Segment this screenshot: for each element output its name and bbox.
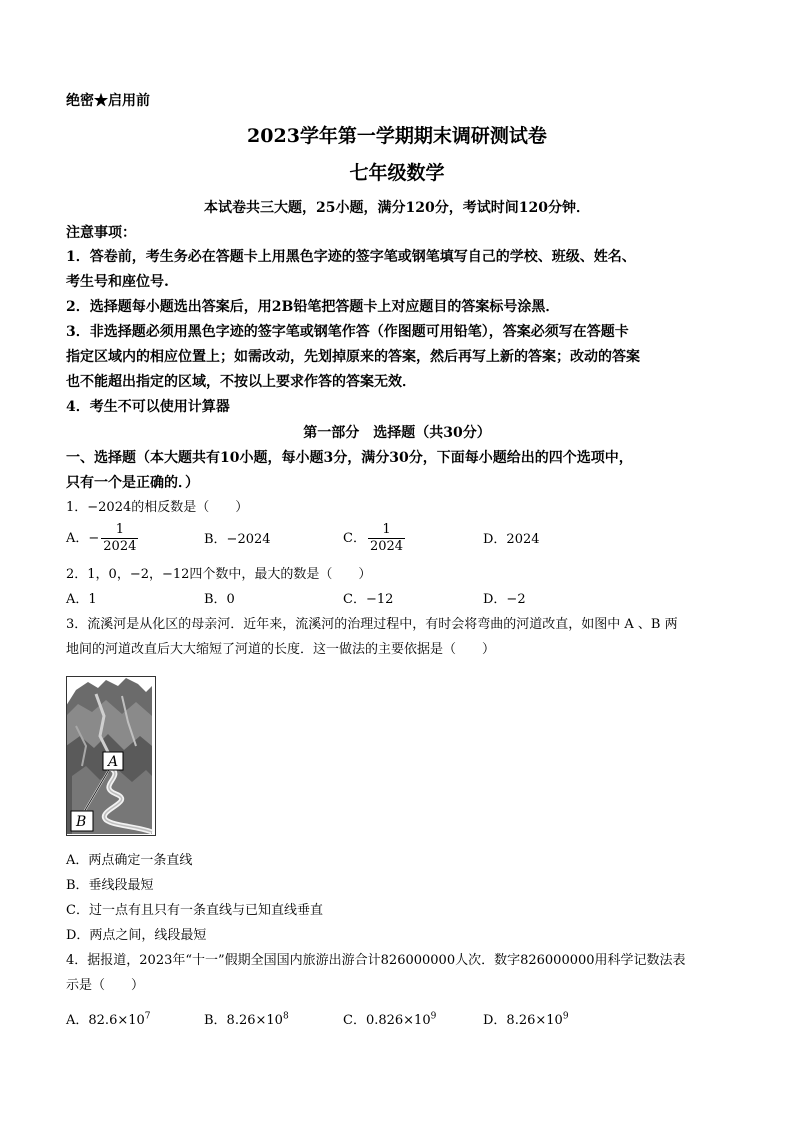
section-instructions-a: 一、选择题（本大题共有10小题，每小题3分，满分30分，下面每小题给出的四个选项中，: [66, 450, 633, 466]
question-2-stem: 2．1，0，−2，−12四个数中，最大的数是（ ）: [66, 567, 372, 582]
q1-option-a: [66, 522, 138, 555]
q4-option-d-base: D．8.26×10: [483, 1013, 563, 1028]
exam-title: 2023学年第一学期期末调研测试卷: [247, 125, 547, 147]
q1-option-a-fraction: [101, 522, 138, 555]
point-b-label: B: [76, 814, 87, 830]
q3-option-c: C．过一点有且只有一条直线与已知直线垂直: [66, 903, 323, 918]
note-1a: 1．答卷前，考生务必在答题卡上用黑色字迹的签字笔或钢笔填写自己的学校、班级、姓名、: [66, 249, 636, 265]
q1-option-b: B．−2024: [204, 532, 271, 547]
q4-option-c-base: C．0.826×10: [343, 1013, 431, 1028]
q1-option-a-label: A．−: [66, 531, 100, 546]
q1-option-c-fraction: [368, 522, 405, 555]
exam-info: 本试卷共三大题，25小题，满分120分，考试时间120分钟．: [204, 200, 590, 216]
q1-option-c-denominator: 2024: [369, 539, 404, 554]
q4-option-d: [483, 1012, 569, 1030]
q3-option-b: B．垂线段最短: [66, 878, 154, 893]
q1-option-c-label: C．: [343, 531, 366, 546]
river-map-figure: [66, 676, 156, 836]
q4-option-b-base: B．8.26×10: [204, 1013, 283, 1028]
part1-heading: 第一部分 选择题（共30分）: [303, 425, 491, 441]
notes-heading: 注意事项：: [66, 225, 136, 241]
question-3-stem-a: 3．流溪河是从化区的母亲河．近年来，流溪河的治理过程中，有时会将弯曲的河道改直，如图中 A 、B 两: [66, 617, 678, 632]
q3-option-a: A．两点确定一条直线: [66, 853, 193, 868]
q4-option-c: [343, 1012, 436, 1030]
point-a-label: A: [108, 754, 119, 770]
note-4: 4．考生不可以使用计算器: [66, 399, 230, 415]
note-2: 2．选择题每小题选出答案后，用2B铅笔把答题卡上对应题目的答案标号涂黑．: [66, 299, 560, 315]
q2-option-a: A．1: [66, 592, 97, 607]
q4-option-a-base: A．82.6×10: [66, 1013, 145, 1028]
q1-option-c: [343, 522, 405, 555]
river-map-image: [66, 676, 156, 836]
question-4-stem-b: 示是（ ）: [66, 978, 145, 993]
question-3-stem-b: 地间的河道改直后大大缩短了河道的长度．这一做法的主要依据是（ ）: [66, 642, 496, 657]
q4-option-a: [66, 1012, 151, 1030]
q1-option-a-numerator: 1: [101, 522, 138, 539]
q4-option-b-exponent: 8: [282, 1011, 289, 1022]
q3-option-d: D．两点之间，线段最短: [66, 928, 207, 943]
q1-option-a-denominator: 2024: [103, 539, 137, 554]
question-1-stem: 1．−2024的相反数是（ ）: [66, 500, 249, 515]
question-4-stem-a: 4．据报道，2023年“十一”假期全国国内旅游出游合计826000000人次．数字826000000用科学记数法表: [66, 953, 686, 968]
q4-option-c-exponent: 9: [430, 1011, 437, 1022]
note-3c: 也不能超出指定的区域，不按以上要求作答的答案无效．: [66, 374, 416, 390]
section-instructions-b: 只有一个是正确的．）: [66, 475, 199, 491]
q2-option-b: B．0: [204, 592, 235, 607]
note-3b: 指定区域内的相应位置上；如需改动，先划掉原来的答案，然后再写上新的答案；改动的答案: [66, 349, 640, 365]
confidential-mark: 绝密★启用前: [66, 93, 150, 109]
q2-option-c: C．−12: [343, 592, 394, 607]
note-1b: 考生号和座位号.: [66, 274, 169, 290]
q4-option-a-exponent: 7: [144, 1011, 151, 1022]
q2-option-d: D．−2: [483, 592, 526, 607]
q4-option-d-exponent: 9: [562, 1011, 569, 1022]
q4-option-b: [204, 1012, 289, 1030]
note-3a: 3．非选择题必须用黑色字迹的签字笔或钢笔作答（作图题可用铅笔），答案必须写在答题卡: [66, 324, 629, 340]
exam-subtitle: 七年级数学: [349, 162, 445, 184]
q1-option-d: D．2024: [483, 532, 540, 547]
q1-option-c-numerator: 1: [368, 522, 405, 539]
